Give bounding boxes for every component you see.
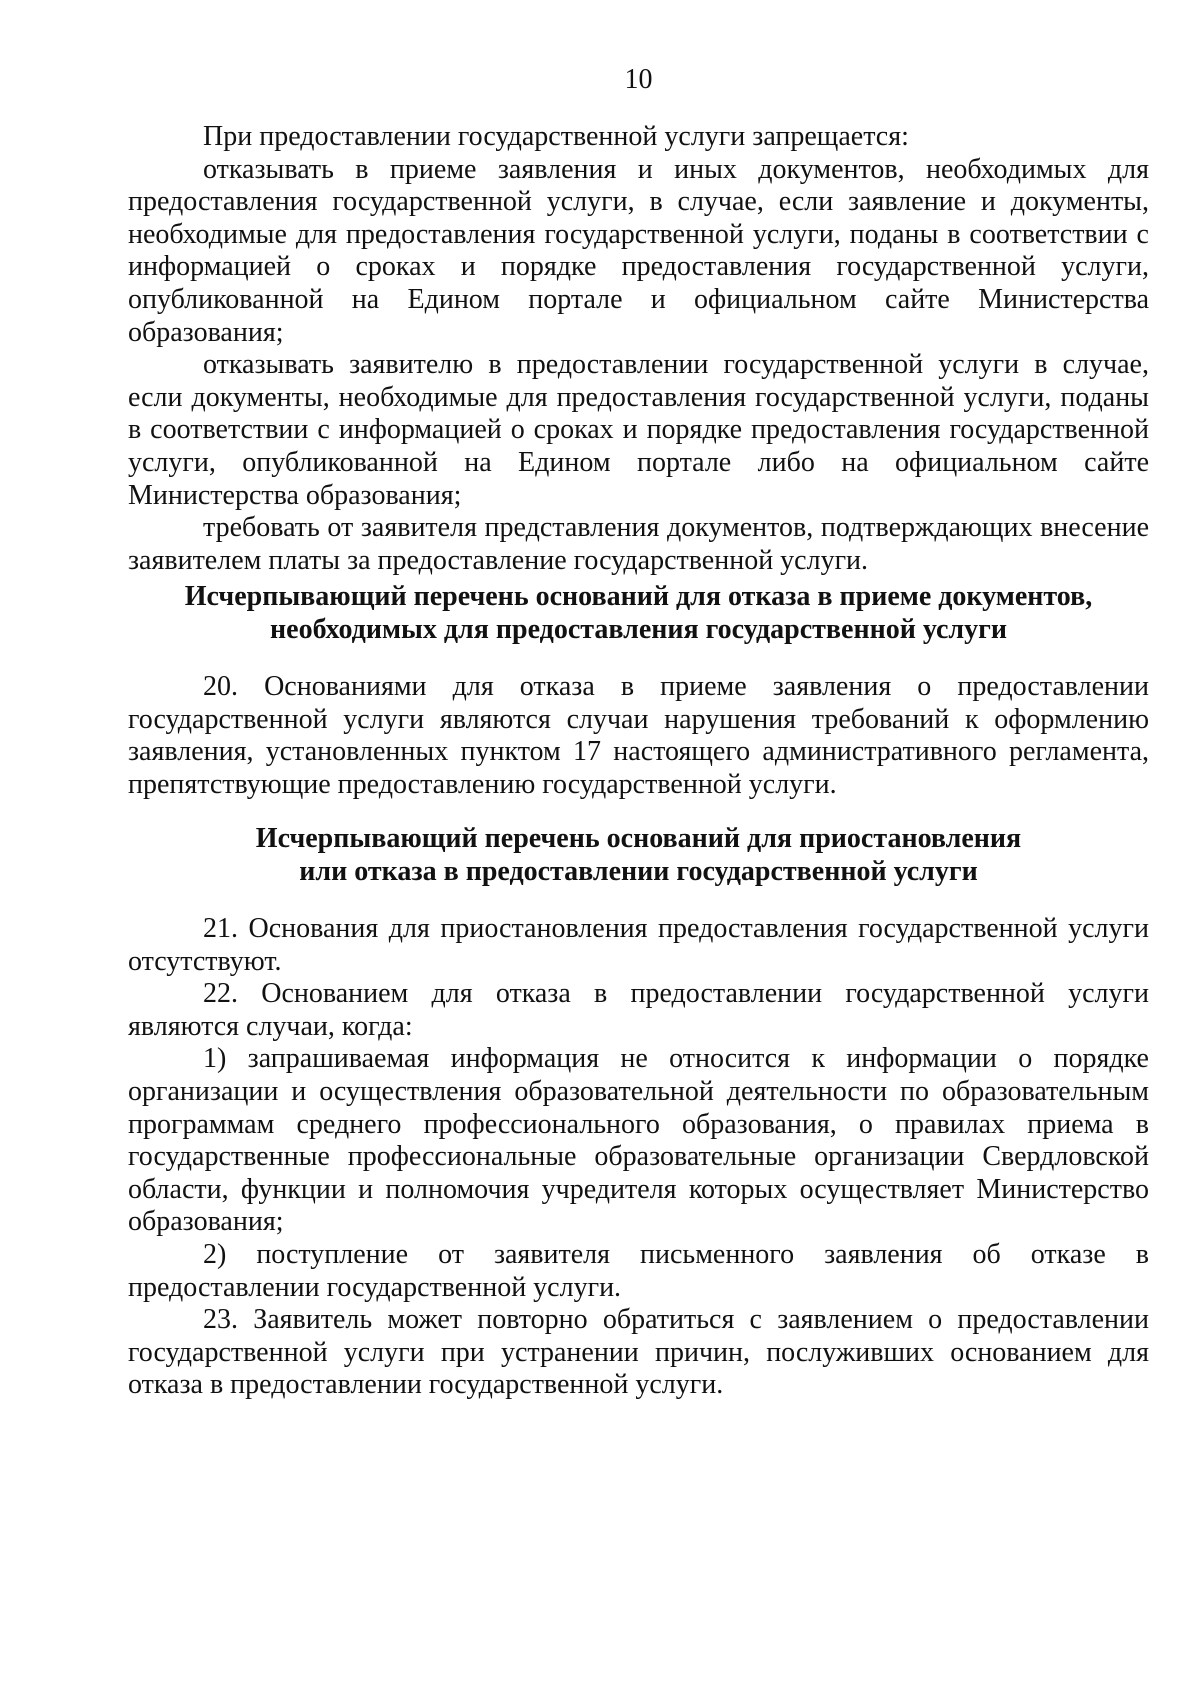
clause-21: 21. Основания для приостановления предоставления государственной услуги отсутствуют. bbox=[128, 913, 1149, 977]
prohibition-item-3: требовать от заявителя представления документов, подтверждающих внесение заявителем платы за предоставление государственной услуги. bbox=[128, 512, 1149, 576]
clause-22-item-2: 2) поступление от заявителя письменного заявления об отказе в предоставлении государственной услуги. bbox=[128, 1238, 1149, 1303]
prohibition-item-1: отказывать в приеме заявления и иных документов, необходимых для предоставления государственной услуги, в случае, если заявление и документы, необходимые для предоставления государственной услуги, поданы в соответствии с информацией о сроках и порядке предоставления государственной услуги, опубликованной на Едином портале и официальном сайте Министерства образования; bbox=[128, 153, 1149, 348]
page-number: 10 bbox=[624, 64, 653, 95]
clauses-21-23-block bbox=[128, 913, 1149, 1402]
prohibition-item-2: отказывать заявителю в предоставлении государственной услуги в случае, если документы, необходимые для предоставления государственной услуги, поданы в соответствии с информацией о сроках и порядке предоставления государственной услуги, опубликованной на Едином портале либо на официальном сайте Министерства образования; bbox=[128, 349, 1149, 511]
clause-22: 22. Основанием для отказа в предоставлении государственной услуги являются случаи, когда: bbox=[128, 978, 1149, 1042]
section-heading-1-line-1: Исчерпывающий перечень оснований для отказа в приеме документов, bbox=[184, 581, 1093, 612]
clause-23: 23. Заявитель может повторно обратиться с заявлением о предоставлении государственной услуги при устранении причин, послуживших основанием для отказа в предоставлении государственной услуги. bbox=[128, 1304, 1149, 1401]
clause-20-block bbox=[128, 671, 1149, 801]
clause-22-item-1: 1) запрашиваемая информация не относится к информации о порядке организации и осуществления образовательной деятельности по образовательным программам среднего профессионального образования, о правилах приема в государственные профессиональные образовательные организации Свердловской области, функции и полномочия учредителя которых осуществляет Министерство образования; bbox=[128, 1043, 1149, 1238]
section-heading-1 bbox=[128, 580, 1149, 646]
section-heading-1-line-2: необходимых для предоставления государственной услуги bbox=[270, 614, 1007, 645]
section-heading-2-line-2: или отказа в предоставлении государственной услуги bbox=[299, 856, 978, 887]
clause-20: 20. Основаниями для отказа в приеме заявления о предоставлении государственной услуги являются случаи нарушения требований к оформлению заявления, установленных пунктом 17 настоящего административного регламента, препятствующие предоставлению государственной услуги. bbox=[128, 671, 1149, 800]
prohibitions-intro: При предоставлении государственной услуги запрещается: bbox=[203, 121, 909, 152]
section-heading-2 bbox=[128, 822, 1149, 888]
section-heading-2-line-1: Исчерпывающий перечень оснований для приостановления bbox=[255, 823, 1022, 854]
prohibitions-section bbox=[128, 121, 1149, 577]
